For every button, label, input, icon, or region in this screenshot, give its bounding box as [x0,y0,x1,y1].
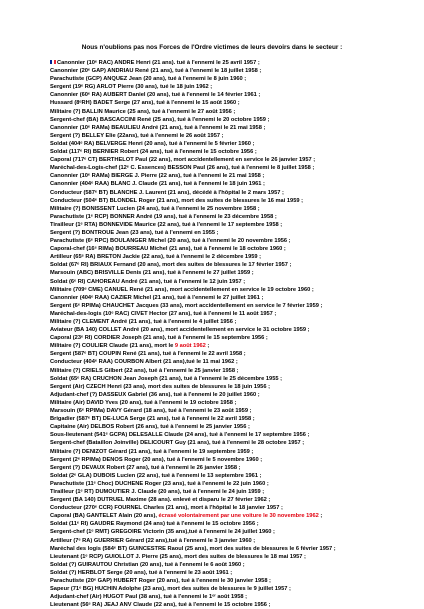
entry-text: Canonnier (10ᵉ RAMa) BIERGE J. Pierre (22 ans), tué à l'ennemi le 21 mai 1958 ; [50,173,265,180]
entry-text: Sergent-chef (Bataillon Joinville) DELICOURT Guy (21 ans), tué à l'ennemi le 28 octobre 1957 ; [50,440,305,447]
memorial-entry [50,383,400,391]
memorial-entry [50,601,400,609]
entry-text: Sergent (2ᵉ RPIMa) DENOS Roger (20 ans), tué à l'ennemi le 5 novembre 1960 ; [50,456,263,463]
entry-text: Lieutenant (1ᵉ RCP) GUIOLLOT J. Pierre (25 ans), mort des suites de blessures le 18 mai 1957 ; [50,553,306,560]
memorial-entry [50,124,400,132]
memorial-entry [50,75,400,83]
entry-text: Sergent (?) BONTROUE Jean (23 ans), tué à l'ennemi en 1955 ; [50,229,219,236]
entry-text: Caporal (23ᵉ RI) CORDIER Joseph (21 ans), tué à l'ennemi le 15 septembre 1956 ; [50,335,268,342]
entry-text: Militaire (?) BALLIN Maurice (25 ans), tué à l'ennemi le 27 août 1956 ; [50,108,236,115]
entry-text: Soldat (117ᵉ RI) BERNIER Robert (24 ans), tué à l'ennemi le 15 octobre 1956 ; [50,149,257,156]
memorial-entry [50,464,400,472]
memorial-entry [50,229,400,237]
memorial-entry [50,407,400,415]
memorial-entry [50,326,400,334]
entry-text: Militaire (?) BONISSENT Lucien (24 ans), tué à l'ennemi le 25 novembre 1958 ; [50,205,260,212]
entry-text: Lieutenant (56ᵉ RA) JEAJ ANV Claude (22 ans), tué à l'ennemi le 15 octobre 1956 ; [50,602,271,609]
page-heading: Nous n'oublions pas nos Forces de l'Ordre victimes de leurs devoirs dans le secteur : [81,44,343,51]
memorial-entry [50,585,400,593]
memorial-entry [50,156,400,164]
entry-text: Militaire (?) CRIELS Gilbert (22 ans), tué à l'ennemi le 25 janvier 1958 ; [50,367,239,374]
entry-text: Tirailleur (1ᵉ RTA) BONNEVIDE Maurice (22 ans), tué à l'ennemi le 17 septembre 1958 ; [50,221,283,228]
entry-text: Soldat (?) HERBLOT Serge (20 ans), tué à l'ennemi le 23 août 1961 ; [50,569,233,576]
entry-text: Maréchal des logis (584ᵉ BT) GUINCESTRE Raoul (25 ans), mort des suites de blessures le 6 février 1957 ; [50,545,336,552]
memorial-entry [50,431,400,439]
memorial-entry [50,310,400,318]
memorial-entry [50,593,400,601]
memorial-entry [50,99,400,107]
entry-text: Sergent (?) DEVAUX Robert (27 ans), tué à l'ennemi le 26 janvier 1958 ; [50,464,241,471]
entry-text: Sergent (19ᵉ RG) ARLOT Pierre (30 ans), tué le 18 juin 1962 ; [50,84,213,91]
entry-text: Militaire (709ᵉ CME) CANUEL René (21 ans), mort accidentellement en service le 19 octobre 1960 ; [50,286,314,293]
memorial-entry [50,537,400,545]
entry-text: Canonnier (10ᵉ RAMa) BEAULIEU André (21 ans), tué à l'ennemi le 21 mai 1958 ; [50,124,266,131]
memorial-entry [50,399,400,407]
entry-highlight: écrasé volontairement par une voiture le 30 novembre 1962 [158,513,319,520]
memorial-entry [50,569,400,577]
entry-text: Parachutiste (GCP) ANQUEZ Jean (20 ans), tué à l'ennemi le 8 juin 1960 ; [50,76,247,83]
memorial-entry [50,472,400,480]
memorial-entry [50,342,400,350]
entry-text: Artilleur (7ᵉ RA) GUERRIER Gérard (22 ans),tué à l'ennemi le 3 janvier 1960 ; [50,537,256,544]
memorial-entry [50,302,400,310]
entry-text: Soldat (65ᵉ RA) CRUCHON Jean Joseph (21 ans), tué à l'ennemi le 25 décembre 1955 ; [50,375,283,382]
entry-text: Sergent (587ᵉ BT) COUPIN René (21 ans), tué à l'ennemi le 22 avril 1958 ; [50,351,246,358]
memorial-entry [50,391,400,399]
entry-text: Sergent (6ᵉ RPIMa) CHAUCHET Jacques (33 ans), mort accidentellement en service le 7 février 1959 ; [50,302,323,309]
entry-text: Parachutiste (20ᵉ GAP) HUBERT Roger (20 ans), tué à l'ennemi le 30 janvier 1958 ; [50,578,271,584]
memorial-entry [50,140,400,148]
memorial-entry [50,245,400,253]
entry-text: Canonnier (20ᵉ GAP) ANDRIAU René (21 ans), tué à l'ennemi le 18 juillet 1958 ; [50,68,262,75]
memorial-entry [50,205,400,213]
memorial-entry [50,67,400,75]
entry-text: Soldat (?) GUIRAUTOU Christian (20 ans), tué à l'ennemi le 6 août 1960 ; [50,561,245,568]
memorial-entry [50,213,400,221]
memorial-entry [50,278,400,286]
memorial-entry [50,488,400,496]
entry-text: Hussard (8ᵉRH) BADET Serge (27 ans), tué à l'ennemi le 15 août 1960 ; [50,100,240,107]
entry-text: Artilleur (65ᵉ RA) BRETON Jackie (22 ans), tué à l'ennemi le 2 décembre 1959 ; [50,254,262,261]
entry-text: Capitaine (Air) DELBOS Robert (26 ans), tué à l'ennemi le 25 janvier 1956 ; [50,424,250,431]
memorial-entry [50,456,400,464]
entry-text: Sergent-chef (BA) BASCACCINI René (25 ans), tué à l'ennemi le 20 octobre 1959 ; [50,116,270,123]
entry-text: Soldat (404ᵉ RA) BELVERGE Henri (20 ans), tué à l'ennemi le 5 février 1960 ; [50,140,255,147]
memorial-entry [50,269,400,277]
entry-text: Caporal (717ᵉ CT) BERTHELOT Paul (22 ans), mort accidentellement en service le 26 janvier 1957 ; [50,157,316,164]
entry-text: Conducteur (504ᵉ BT) BLONDEL Roger (21 ans), mort des suites de blessures le 16 mai 1959 ; [50,197,303,204]
entry-text: Parachutiste (6ᵉ RPC) BOULANGER Michel (20 ans), tué à l'ennemi le 20 novembre 1956 ; [50,238,291,245]
memorial-entry [50,350,400,358]
memorial-entry [50,108,400,116]
entry-suffix: ; [318,513,323,520]
entry-text: Conducteur (270ᵉ CCR) FOURNEL Charles (21 ans), mort à l'hôpital le 18 janvier 1957 ; [50,505,283,512]
memorial-entry [50,189,400,197]
memorial-entry [50,180,400,188]
entry-text: Militaire (?) COULIER Claude (21 ans), mort le [50,343,175,350]
memorial-entry [50,512,400,520]
entry-text: Militaire (Air) DAVID Yves (20 ans), tué à l'ennemi le 19 octobre 1958 ; [50,399,237,406]
france-flag-icon [50,60,56,64]
entry-text: Canonnier (404ᵉ RAA) CAZIER Michel (21 ans), tué à l'ennemi le 27 juillet 1961 ; [50,294,264,301]
entry-text: Sous-lieutenant (541ᵉ GCPA) DELESALLE Claude (24 ans), tué à l'ennemi le 17 septembre 1956 ; [50,432,310,439]
memorial-entry [50,577,400,585]
entry-text: Sergent (?) BELLEY Elie (22ans), tué à l'ennemi le 26 août 1957 ; [50,132,224,139]
memorial-entry [50,91,400,99]
entry-text: Sergent (BA 140) DUTRUEL Maxime (28 ans). enlevé et disparu le 27 février 1962 ; [50,497,271,504]
entry-text: Soldat (67ᵉ RI) BRIAUX Fernand (20 ans), mort des suites de blessures le 17 février 1957 ; [50,262,292,269]
memorial-entry [50,528,400,536]
entry-text: Marsouin (ABC) BRISVILLE Denis (21 ans), tué à l'ennemi le 27 juillet 1959 ; [50,270,254,277]
entry-suffix: ; [205,343,210,350]
entry-text: Soldat (6ᵉ RI) CAHOREAU André (21 ans), tué à l'ennemi le 12 juin 1957 ; [50,278,246,285]
memorial-entry [50,504,400,512]
entry-text: Aviateur (BA 140) COLLET André (20 ans), mort accidentellement en service le 31 octobre 1959 ; [50,327,310,334]
memorial-entry [50,286,400,294]
entry-text: Adjudant-chef (?) DASSEUX Gabriel (36 ans), tué à l'ennemi le 20 juillet 1960 ; [50,391,260,398]
entry-text: Parachutiste (11ᵉ Choc) DUCHENE Roger (23 ans), tué à l'ennemi le 22 juin 1960 ; [50,480,269,487]
memorial-entry [50,294,400,302]
memorial-entry [50,221,400,229]
memorial-entry [50,83,400,91]
memorial-entry [50,367,400,375]
memorial-entry [50,318,400,326]
memorial-entry [50,172,400,180]
memorial-entry [50,553,400,561]
entry-text: Adjudant-chef (Air) HUGOT Paul (38 ans), tué à l'ennemi le 1ᵉʳ août 1958 ; [50,594,248,601]
entry-text: Parachutiste (1ᵉ RCP) BONNER André (19 ans), tué à l'ennemi le 23 décembre 1958 ; [50,213,277,220]
entry-text: Tirailleur (1ᵉ RT) DUMOUTIER J. Claude (20 ans), tué à l'ennemi le 24 juin 1959 ; [50,488,265,495]
entry-text: Canonnier (10ᵉ RAC) ANDRE Henri (21 ans). tué à l'ennemi le 25 avril 1957 ; [57,60,260,66]
entry-text: Conducteur (587ᵉ BT) BLANCHE J. Laurent (21 ans), décédé à l'hôpital le 2 mars 1957 ; [50,189,284,196]
memorial-entry [50,520,400,528]
memorial-entry [50,132,400,140]
memorial-entry [50,448,400,456]
entry-text: Caporal-chef (16ᵉ RIMa) BOURREAU Michel (21 ans), tué à l'ennemi le 18 octobre 1960 ; [50,246,286,253]
entry-text: Soldat (2ᵉ GLA) DUBOIS Lucien (22 ans), tué à l'ennemi le 13 septembre 1961 ; [50,472,262,479]
entry-highlight: 9 août 1962 [174,343,206,350]
entry-text: Maréchal-des-logis (10ᵉ RAC) CIVET Hector (27 ans), tué à l'ennemi le 11 août 1957 ; [50,310,277,317]
memorial-entry [50,496,400,504]
entry-text: Canonnier (404ᵉ RAA) BLANC J. Claude (21 ans), tué à l'ennemi le 18 juin 1961 ; [50,181,265,188]
memorial-entry [50,164,400,172]
entry-text: Maréchal-des-Logis-chef (12ᵉ C. Essences) BESSON Paul (26 ans), tué à l'ennemi le 8 juillet 1958 ; [50,165,315,172]
memorial-entry [50,480,400,488]
memorial-entry [50,237,400,245]
entry-text: Conducteur (404ᵉ RAA) COURBON Albert (21 ans),tué le 11 mai 1962 ; [50,359,238,366]
memorial-entry [50,439,400,447]
memorial-entry [50,375,400,383]
entry-text: Caporal (BA) GANTELET Alain (20 ans), [50,513,159,520]
entry-text: Sergent (Air) CZECH Henri (23 ans), mort des suites de blessures le 18 juin 1956 ; [50,383,270,390]
memorial-entry [50,197,400,205]
memorial-entry [50,116,400,124]
entry-text: Marsouin (6ᵉ RPIMa) DAVY Gérard (18 ans), tué à l'ennemi le 23 août 1959 ; [50,408,252,415]
entry-text: Brigadier (587ᵉ BT) DE-LUCA Serge (21 ans), tué à l'ennemi le 22 avril 1958 ; [50,416,255,423]
memorial-entry [50,148,400,156]
memorial-entry [50,334,400,342]
memorial-list [50,59,400,609]
memorial-entry [50,561,400,569]
entry-text: Militaire (?) CLEMENT André (21 ans), tué à l'ennemi le 4 juillet 1956 ; [50,319,237,325]
memorial-entry [50,415,400,423]
memorial-entry [50,253,400,261]
memorial-entry [50,545,400,553]
entry-text: Militaire (?) DENIZOT Gérard (21 ans), tué à l'ennemi le 19 septembre 1959 ; [50,448,254,455]
entry-text: Sergent-chef (1ᵉ RMT) GREGOIRE Victorin (35 ans),tué à l'ennemi le 24 juillet 1960 ; [50,529,275,536]
memorial-entry [50,261,400,269]
memorial-entry [50,358,400,366]
entry-text: Canonnier (60ᵉ RA) AUBERT Daniel (20 ans), tué à l'ennemi le 14 février 1961 ; [50,92,261,99]
entry-text: Sapeur (71ᵉ BG) HUCHIN Adolphe (23 ans), mort des suites de blessures le 9 juillet 1957 ; [50,586,291,593]
memorial-entry [50,59,400,67]
entry-text: Soldat (11ᵉ RI) GAUDRE Raymond (24 ans) tué à l'ennemi le 15 octobre 1956 ; [50,521,259,528]
memorial-entry [50,423,400,431]
